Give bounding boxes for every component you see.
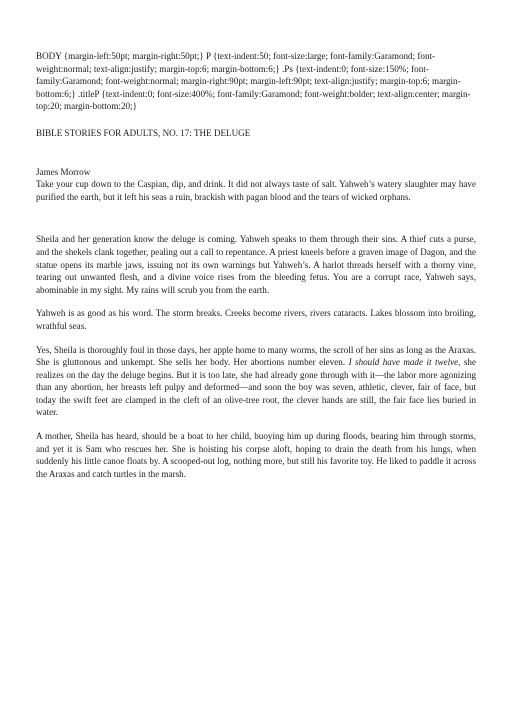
paragraph [36,344,476,420]
document-page [36,50,476,480]
paragraph-text: , she realizes on the day the deluge begins. But it is too late, she had already gone through with it—the labor more agonizing than any abortion, her breasts left pulpy and deformed—and soon the boy was seven, athletic, clever, fair of face, but today the swift feet are clamped in the cleft of an olive-tree root, the clever hands are still, the fair face lies buried in water. [36,357,477,418]
paragraph: Take your cup down to the Caspian, dip, and drink. It did not always taste of salt. Yahweh’s watery slaughter may have purified the earth, but it left his seas a ruin, brackish with pagan blood and the tears of wicked orphans. [36,179,476,202]
paragraph: Sheila and her generation know the deluge is coming. Yahweh speaks to them through their sins. A thief cuts a purse, and the shekels clank together, pealing out a call to repentance. A priest kneels before a graven image of Dagon, and the statue opens its marble jaws, issuing not its own warnings but Yahweh’s. A harlot threads herself with a thorny vine, tearing out unwanted flesh, and a divine voice rises from the bleeding fetus. You are a corrupt race, Yahweh says, abominable in my sight. My rains will scrub you from the earth. [36,234,476,295]
paragraph-text: Yes, Sheila is thoroughly foul in those days, her apple home to many worms, the scroll of her sins as long as the Araxas. She is gluttonous and unkempt. She sells her body. Her abortions number eleven. [36,344,476,368]
paragraph: A mother, Sheila has heard, should be a boat to her child, buoying him up during floods, bearing him through storms, and yet it is Sam who rescues her. She is hoisting his corpse aloft, hoping to drain the death from his lungs, when suddenly his little canoe floats by. A scooped-out log, nothing more, but still his favorite toy. He liked to paddle it across the Araxas and catch turtles in the marsh. [36,431,476,479]
author-name: James Morrow [36,166,91,177]
paragraph: Yahweh is as good as his word. The storm breaks. Creeks become rivers, rivers cataracts. Lakes blossom into broiling, wrathful seas. [36,308,476,331]
italic-text: I should have made it twelve [348,357,459,368]
css-source-text: BODY {margin-left:50pt; margin-right:50pt;} P {text-indent:50; font-size:large; font-family:Garamond; font-weight:normal; text-align:justify; margin-top:6; margin-bottom:6;} .Ps {text-indent:0; font-size:150%; font-family:Garamond; font-weight:normal; margin-right:90pt; margin-left:90pt; text-align:justify; margin-top:6; margin-bottom:6;} .titleP {text-indent:0; font-size:400%; font-family:Garamond; font-weight:bolder; text-align:center; margin-top:20; margin-bottom:20;} [36,51,471,112]
story-title: BIBLE STORIES FOR ADULTS, NO. 17: THE DELUGE [36,127,251,138]
